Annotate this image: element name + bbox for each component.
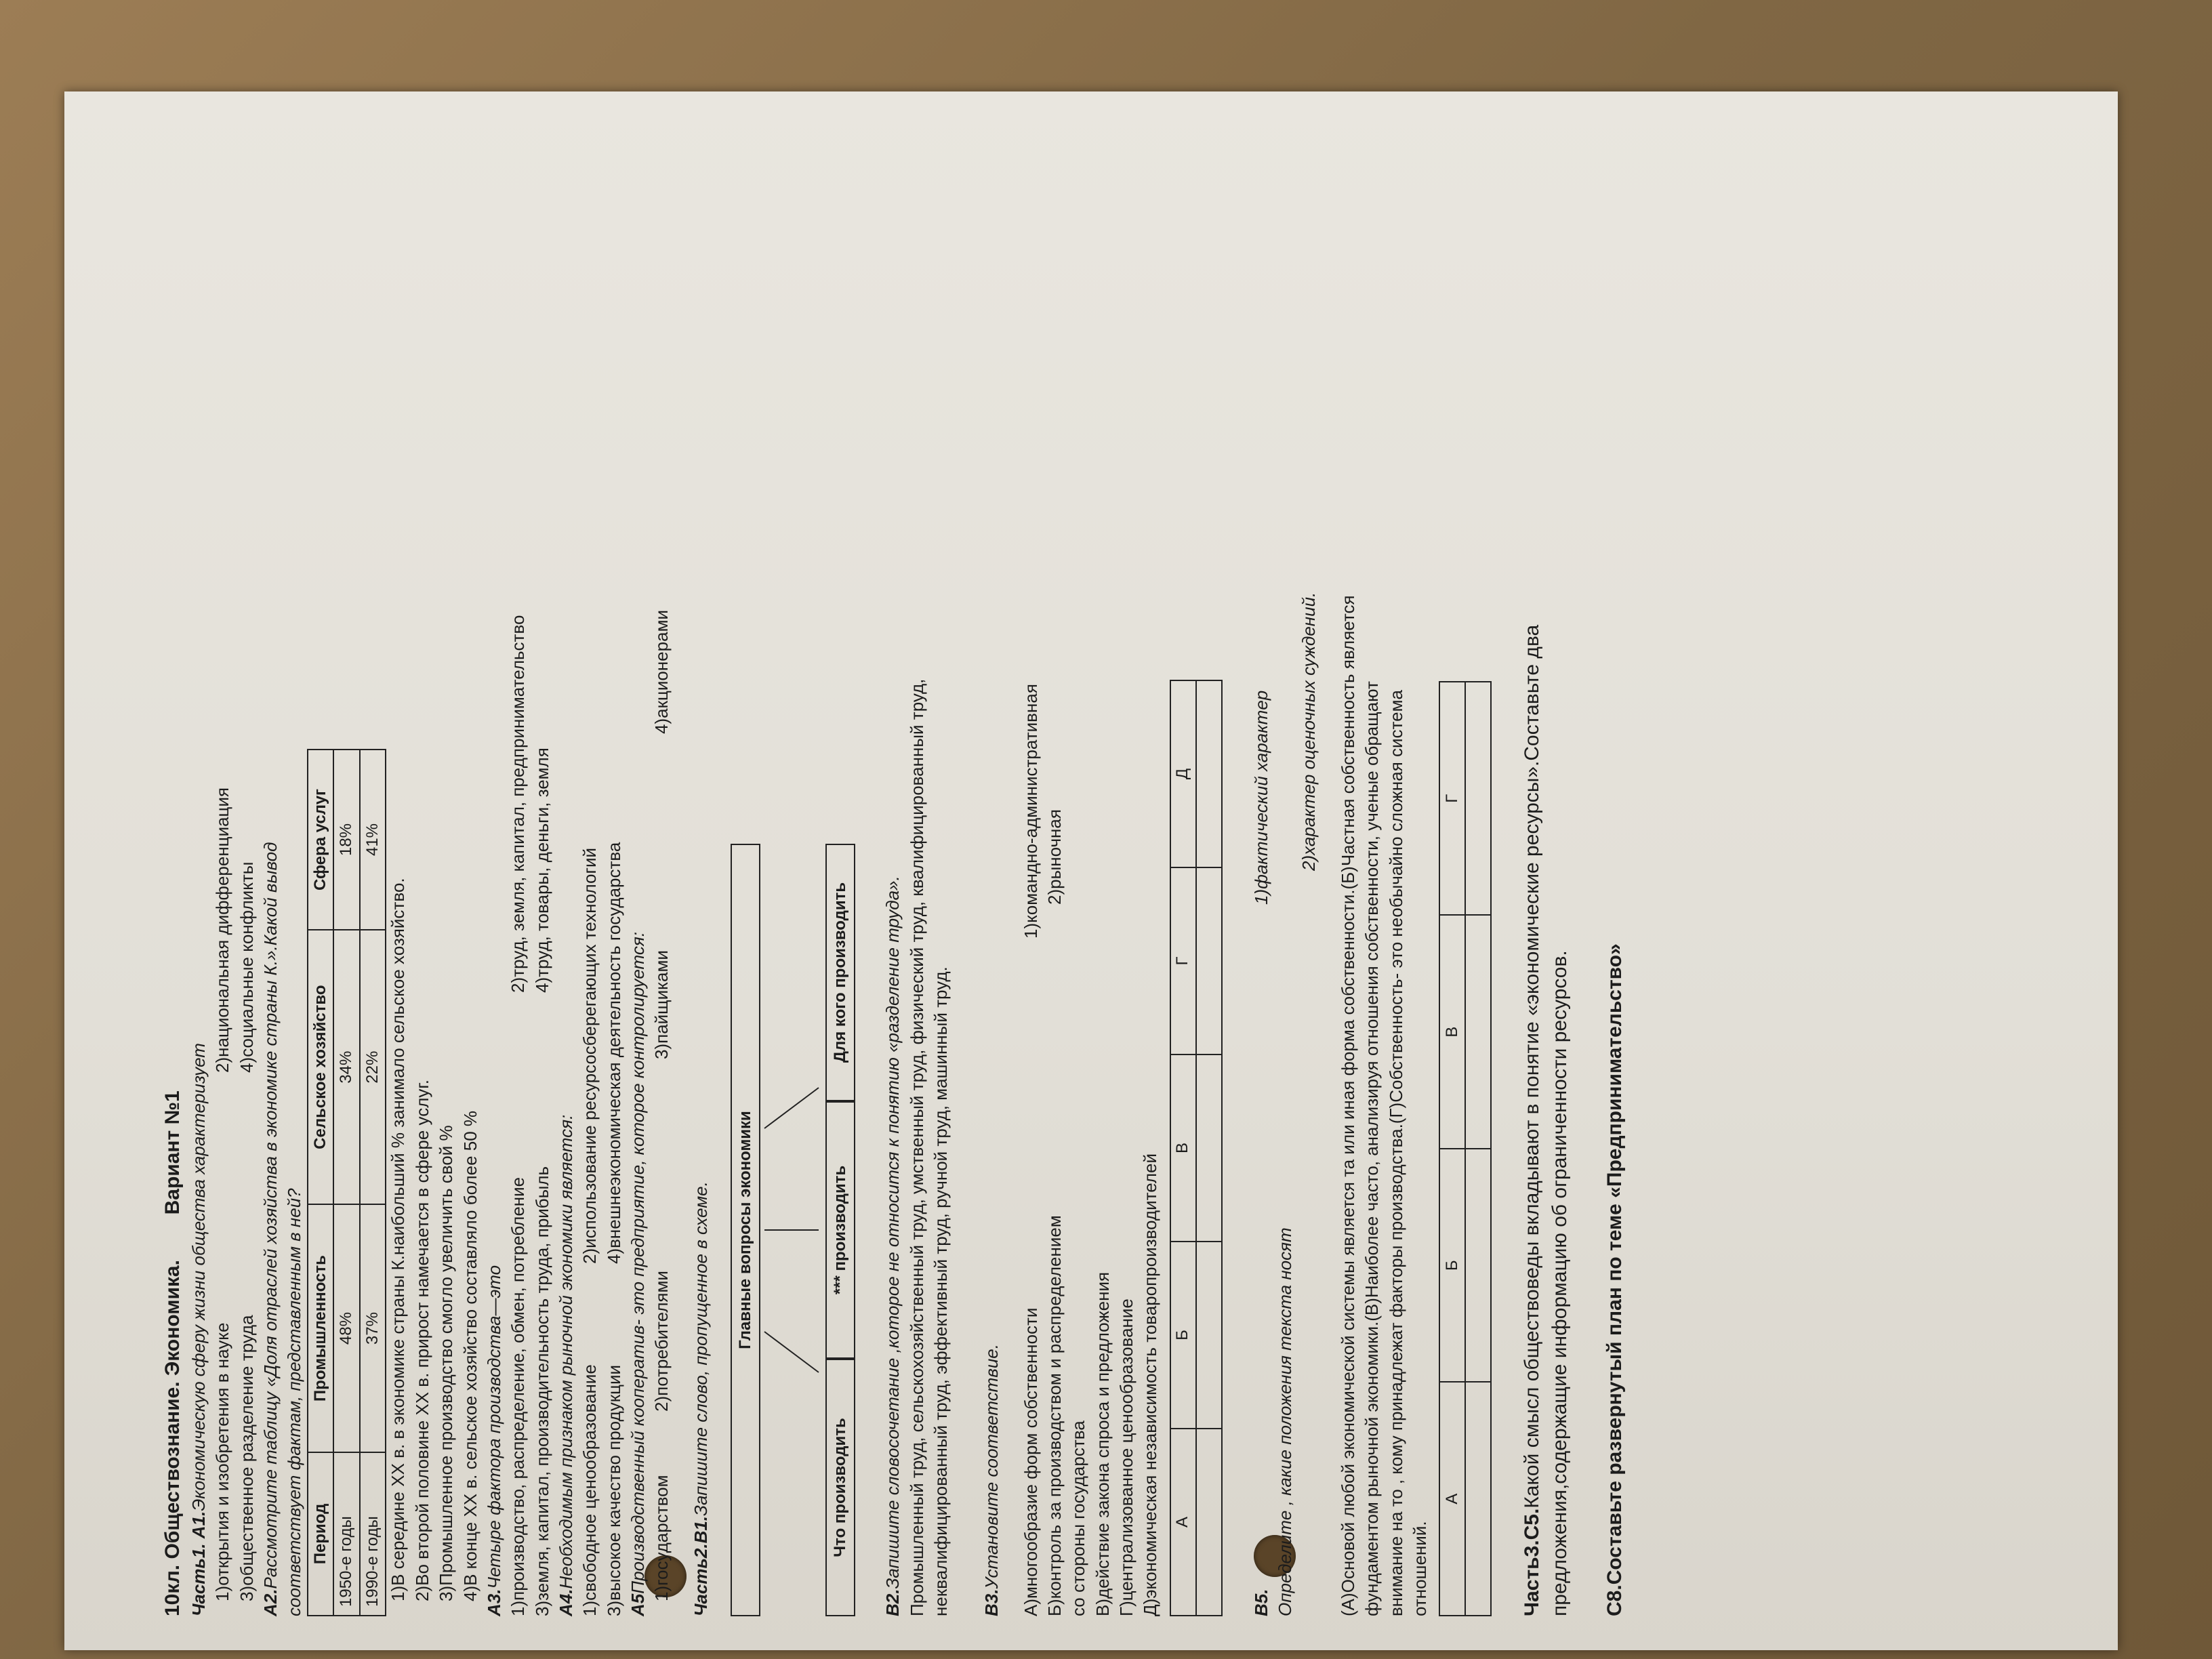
answer-cell[interactable] bbox=[1196, 1054, 1222, 1242]
b5-text: отношений. bbox=[1409, 1521, 1430, 1616]
answer-cell[interactable] bbox=[1465, 1382, 1491, 1616]
table-row bbox=[360, 750, 386, 1616]
a2-option: 1)В середине ХХ в. в экономике страны К.наибольший % занимало сельское хозяйство. bbox=[388, 878, 409, 1601]
a2-option: 4)В конце ХХ в. сельское хозяйство составляло более 50 % bbox=[459, 1110, 480, 1601]
b3-item: Д)экономическая независимость товаропроизводителей bbox=[1140, 1153, 1161, 1616]
answer-cell[interactable] bbox=[1465, 916, 1491, 1149]
answer-row[interactable] bbox=[1196, 680, 1222, 1616]
b3-answer-table bbox=[1170, 680, 1223, 1616]
a4-option: 1)свободное ценообразование bbox=[579, 1364, 600, 1616]
b3-option: 2)рыночная bbox=[1044, 809, 1065, 905]
table-cell: 37% bbox=[360, 1204, 386, 1452]
answer-column-label: Б bbox=[1439, 1149, 1465, 1382]
table-cell: 22% bbox=[360, 930, 386, 1204]
a4-question: А4.Необходимым признаком рыночной экономики является: bbox=[555, 1114, 576, 1616]
answer-cell[interactable] bbox=[1465, 682, 1491, 916]
c8-question: С8.Составьте развернутый план по теме «Предпринимательство» bbox=[1603, 943, 1626, 1616]
answer-cell[interactable] bbox=[1196, 1242, 1222, 1429]
scheme-right-box: Для кого производить bbox=[825, 844, 855, 1101]
a3-options bbox=[531, 227, 554, 1616]
a5-option: 4)акционерами bbox=[651, 610, 672, 734]
b5-option: 2)характер оценочных суждений. bbox=[1298, 592, 1319, 871]
b1-scheme bbox=[731, 844, 859, 1616]
table-header-cell: Промышленность bbox=[308, 1204, 334, 1452]
a4-options bbox=[602, 227, 626, 1616]
table-header-row bbox=[1439, 682, 1465, 1616]
table-row bbox=[333, 750, 360, 1616]
answer-row[interactable] bbox=[1465, 682, 1491, 1616]
scheme-top-box: Главные вопросы экономики bbox=[731, 844, 760, 1616]
a3-option: 3)земля, капитал, производительность труда, прибыль bbox=[531, 1166, 552, 1616]
table-cell: 1990-е годы bbox=[360, 1452, 386, 1616]
a3-options bbox=[506, 227, 530, 1616]
a4-option: 3)высокое качество продукции bbox=[603, 1364, 624, 1616]
table-cell: 48% bbox=[333, 1204, 360, 1452]
answer-cell[interactable] bbox=[1196, 680, 1222, 867]
b5-text: (А)Основой любой экономической системы является та или иная форма собственности.(Б)Частная собственность является bbox=[1337, 595, 1358, 1616]
c5-question-cont: предложения,содержащие информацию об ограниченности ресурсов. bbox=[1549, 950, 1572, 1616]
b1-question: Часть2.В1.Запишите слово, пропущенное в схеме. bbox=[690, 1181, 711, 1616]
b3-item: Г)централизованное ценообразование bbox=[1116, 1298, 1137, 1616]
answer-cell[interactable] bbox=[1196, 867, 1222, 1054]
b3-row bbox=[1019, 227, 1043, 1616]
table-cell: 41% bbox=[360, 750, 386, 930]
table-cell: 34% bbox=[333, 930, 360, 1204]
b5-answer-table bbox=[1439, 681, 1492, 1616]
a5-options bbox=[650, 227, 674, 1616]
variant-label: Вариант №1 bbox=[161, 1090, 184, 1215]
table-cell: 1950-е годы bbox=[333, 1452, 360, 1616]
b3-item: Б)контроль за производством и распределением bbox=[1044, 1215, 1065, 1616]
answer-cell[interactable] bbox=[1196, 1429, 1222, 1616]
a3-question: А3.Четыре фактора производства—это bbox=[483, 1265, 504, 1616]
answer-column-label: Г bbox=[1170, 867, 1196, 1054]
b2-text: Промышленный труд, сельскохозяйственный труд, умственный труд, физический труд, квалифицированный труд, bbox=[906, 678, 927, 1616]
a2-question: А2.Рассмотрите таблицу «Доля отраслей хозяйства в экономике страны К.».Какой вывод bbox=[260, 842, 281, 1616]
worksheet-paper bbox=[64, 91, 2118, 1650]
answer-column-label: Б bbox=[1170, 1242, 1196, 1429]
table-header-cell: Период bbox=[308, 1452, 334, 1616]
a1-option: 4)социальные конфликты bbox=[236, 861, 257, 1073]
header bbox=[159, 227, 187, 1616]
b5-text: внимание на то , кому принадлежат факторы производства.(Г)Собственность- это необычайно сложная система bbox=[1385, 690, 1406, 1616]
worksheet-title: 10кл. Обществознание. Экономика. bbox=[161, 1260, 184, 1616]
answer-column-label: В bbox=[1170, 1054, 1196, 1242]
answer-column-label: Д bbox=[1170, 680, 1196, 867]
b5-text: фундаментом рыночной экономики.(В)Наиболее часто, анализируя отношения собственности, ученые обращают bbox=[1361, 681, 1382, 1616]
answer-column-label: В bbox=[1439, 916, 1465, 1149]
b3-question: В3.Установите соответствие. bbox=[981, 1344, 1002, 1616]
a3-option: 2)труд, земля, капитал, предпринимательство bbox=[508, 615, 529, 993]
a1-option: 2)национальная дифференциация bbox=[212, 787, 233, 1073]
a3-option: 4)труд, товары, деньги, земля bbox=[531, 747, 552, 993]
a3-option: 1)производство, распределение, обмен, потребление bbox=[508, 1176, 529, 1616]
a4-option: 2)использование ресурсосберегающих технологий bbox=[579, 848, 600, 1264]
answer-cell[interactable] bbox=[1465, 1149, 1491, 1382]
b2-question: В2.Запишите словосочетание ,которое не относится к понятию «разделение труда». bbox=[882, 876, 903, 1616]
a4-option: 4)внешнеэкономическая деятельность государства bbox=[603, 842, 624, 1264]
b3-item: В)действие закона спроса и предложения bbox=[1092, 1271, 1113, 1616]
a2-option: 2)Во второй половине ХХ в. прирост намечается в сфере услуг. bbox=[411, 1080, 432, 1601]
b5-option: 1)фактический характер bbox=[1250, 690, 1271, 905]
a2-question-cont: соответствует фактам, представленным в ней? bbox=[284, 1188, 305, 1616]
b5-question: В5. Определите , какие положения текста носят 1)фактический характер bbox=[1250, 227, 1298, 1616]
a1-option: 3)общественное разделение труда bbox=[236, 1315, 257, 1601]
b3-option: 1)командно-административная bbox=[1020, 684, 1041, 939]
a1-options bbox=[235, 227, 259, 1616]
answer-column-label: Г bbox=[1439, 682, 1465, 916]
a5-question: А5Производственный кооператив- это предприятие, которое контролируется: bbox=[628, 932, 649, 1616]
document-content bbox=[159, 227, 1975, 1616]
scheme-left-box: Что производить bbox=[825, 1359, 855, 1616]
scheme-middle-box: *** производить bbox=[825, 1101, 855, 1359]
table-header-row bbox=[308, 750, 334, 1616]
table-header-row bbox=[1170, 680, 1196, 1616]
a2-table bbox=[307, 749, 387, 1616]
b3-item: со стороны государства bbox=[1068, 1420, 1089, 1616]
answer-column-label: А bbox=[1439, 1382, 1465, 1616]
b2-text: неквалифицированный труд, эффективный труд, ручной труд, машинный труд. bbox=[930, 966, 951, 1616]
table-header-cell: Сельское хозяйство bbox=[308, 930, 334, 1204]
a1-question: Часть1. А1.Экономическую сферу жизни общества характеризует bbox=[188, 1043, 209, 1616]
b3-row bbox=[1043, 227, 1067, 1616]
table-cell: 18% bbox=[333, 750, 360, 930]
b3-item: А)многообразие форм собственности bbox=[1020, 1307, 1041, 1616]
answer-column-label: А bbox=[1170, 1429, 1196, 1616]
a4-options bbox=[578, 227, 602, 1616]
a2-option: 3)Промышленное производство смогло увеличить свой % bbox=[436, 1125, 457, 1601]
table-header-cell: Сфера услуг bbox=[308, 750, 334, 930]
a1-options bbox=[211, 227, 234, 1616]
a1-option: 1)открытия и изобретения в науке bbox=[212, 1322, 233, 1601]
a5-option: 3)пайщиками bbox=[651, 950, 672, 1059]
c5-question: Часть3.С5.Какой смысл обществоведы вкладывают в понятие «экономические ресурсы».Составьте два bbox=[1521, 624, 1544, 1616]
a5-option: 2)потребителями bbox=[651, 1271, 672, 1412]
a5-option: 1)государством bbox=[651, 1475, 672, 1601]
